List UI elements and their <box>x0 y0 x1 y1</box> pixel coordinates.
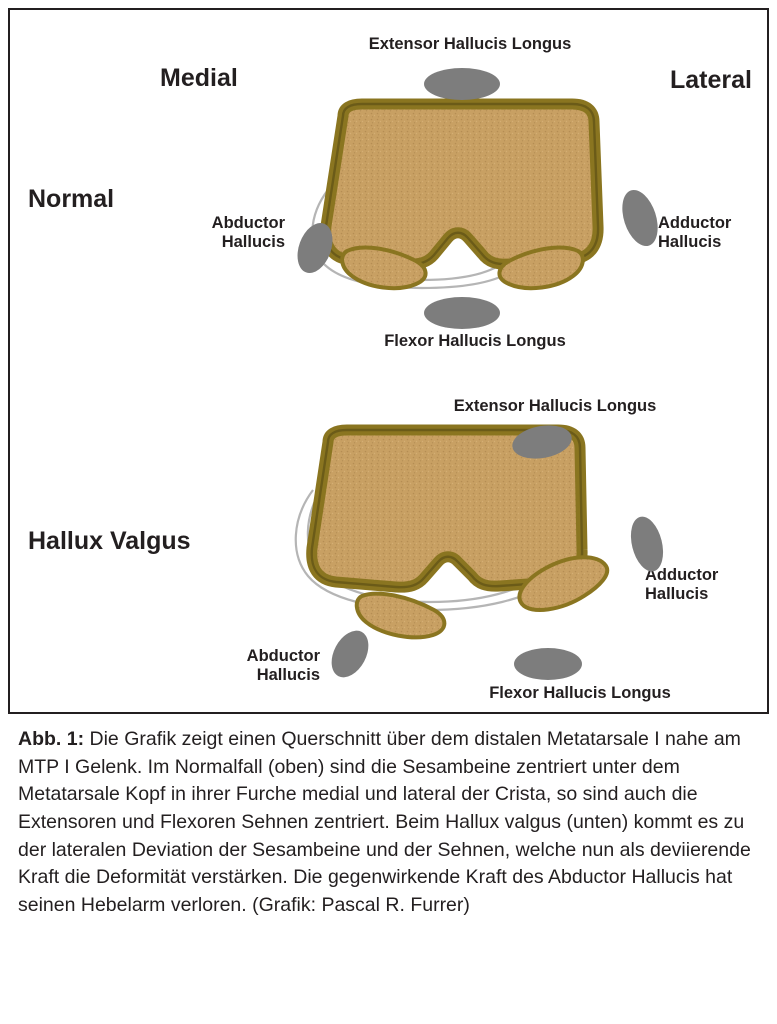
sesamoid-medial-hv <box>357 594 445 638</box>
extensor-hallucis-longus-tendon-normal <box>424 68 500 100</box>
flexor-hallucis-longus-tendon-normal <box>424 297 500 329</box>
label-flexor-hallucis-longus-normal: Flexor Hallucis Longus <box>384 332 566 350</box>
label-abductor-hallucis-normal: Abductor Hallucis <box>211 214 285 252</box>
label-abductor-hallucis-hv: Abductor Hallucis <box>246 647 320 685</box>
label-extensor-hallucis-longus-hv: Extensor Hallucis Longus <box>453 397 657 415</box>
label-extensor-hallucis-longus-normal: Extensor Hallucis Longus <box>368 35 572 53</box>
panel-title-normal: Normal <box>28 185 115 213</box>
adductor-hallucis-tendon-hv <box>626 513 669 575</box>
frame-border-middle <box>8 712 769 714</box>
normal-cross-section-graphic <box>10 10 767 370</box>
caption-body: Die Grafik zeigt einen Querschnitt über dem distalen Metatarsale I nahe am MTP I Gelenk. Im Normalfall (oben) sind die Sesambeine zentriert unter dem Metatarsale Kopf in ihrer Furche medial und lateral der Crista, so sind auch die Extensoren und Flexoren Sehnen zentriert. Beim Hallux valgus (unten) kommt es zu der lateralen Deviation der Sesambeine und der Sehnen, welche nun als deviierende Kraft die Deformität verstärken. Die gegenwirkende Kraft des Abductor Hallucis hat seinen Hebelarm verloren. (Grafik: Pascal R. Furrer) <box>18 728 751 917</box>
hallux-valgus-cross-section-graphic <box>10 372 767 712</box>
label-flexor-hallucis-longus-hv: Flexor Hallucis Longus <box>489 684 671 702</box>
abductor-hallucis-tendon-hv <box>324 624 376 683</box>
figure-caption <box>18 726 760 920</box>
panel-title-hallux-valgus: Hallux Valgus <box>28 527 191 555</box>
adductor-hallucis-tendon-normal <box>616 185 664 250</box>
flexor-hallucis-longus-tendon-hv <box>514 648 582 680</box>
label-adductor-hallucis-normal: Adductor Hallucis <box>658 214 732 252</box>
label-lateral: Lateral <box>670 66 752 94</box>
metatarsal-head-normal <box>326 104 598 264</box>
label-adductor-hallucis-hv: Adductor Hallucis <box>645 566 719 604</box>
frame-border-right <box>767 8 769 714</box>
caption-number: Abb. 1: <box>18 728 85 750</box>
anatomy-figure <box>10 10 767 712</box>
label-medial: Medial <box>160 64 238 92</box>
